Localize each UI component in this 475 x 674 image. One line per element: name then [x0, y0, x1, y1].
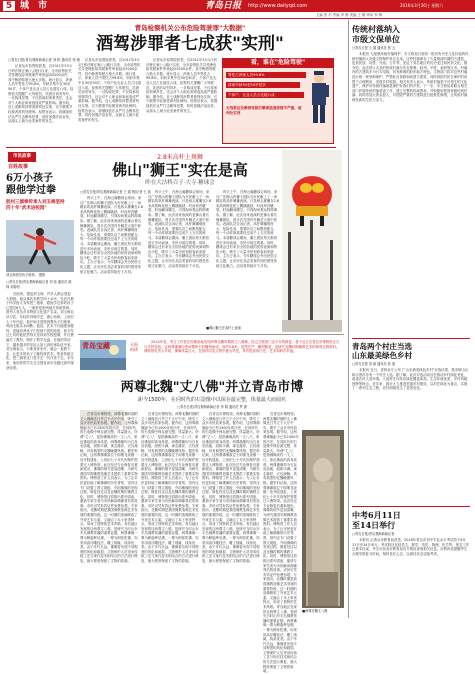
left-tag: 市民故事 — [8, 152, 36, 162]
divider — [352, 338, 470, 339]
lion-photo-caption: ■佛山狮王在高杆上表演 — [206, 326, 241, 330]
right-headline-2[interactable]: 青岛两个村庄当选 山东最美绿色乡村 — [352, 342, 412, 360]
police-figure-icon — [308, 70, 330, 126]
page-number: 5 — [3, 1, 15, 11]
right-body-1a: 本报讯 为加强传统村落保护，市文物局日前将一批具有历史文化价值的传统村落纳入市级文物保护单位名录。这些村落保存了大量明清时期的古建筑，包括民居、祠堂、寺庙、古井等，见证了青岛地区的历史变迁和民俗文化。据介绍，此次纳入名录的传统村落分布在即墨、胶州、平度、莱西等区市。村落内的古建筑多为石木结构，具有鲜明的胶东地方特色。文物部门将对这些村落进行统一规划和保护，严禁私自拆除和改建古建筑，同时鼓励村民在保护的前提下合理利用，发展乡村旅游。相关负责人表示，传统村落是不可再生的文化遗产，保护好传统村落就是保护好我们的乡愁。下一步，市文物局将联合相关部门开展传统村落普查工作，建立完整的档案资料，并积极申报国家级传统村落。同时将加大资金投入，对损毁严重的古建筑进行抢救性修缮，让传统村落焕发新的生机与活力。 — [352, 52, 469, 102]
bottom-body-col1: 在青岛市博物馆，两尊北魏时期的丈八佛像近日并立于大厅中央，吸引了众多市民前来参观。据介绍，这两尊佛像距今已有1500年的历史，在同时代的石造像中保存最完整、体量最大。所谓"丈八"，是指佛像高约一丈八尺，象征佛祖的真身高度。两尊佛像均为石灰岩质地，面相丰满，神态慈祥，衣纹流畅，具有典型的北魏晚期风格。据史料记载，这两尊佛像原位于即墨龙泉镇一处寺院遗址，上世纪七十年代因保护需要迁入博物馆。此次经过专业修复后重新展出，佛像的细节更加清晰，为研究我国早期佛教造像艺术提供了重要实物资料。博物馆工作人员表示，为了让市民更好地了解佛像的历史背景，馆内还专门设置了图文展板，介绍佛像的发现过程、修复经过以及北魏时期的佛教文化。同时，博物馆还将推出系列讲座，邀请专家学者为市民解读佛像背后的故事。市民可凭有效证件免费参观。专家指出，北魏时期是我国佛教造像艺术发展的重要阶段，这一时期的造像吸收了外来艺术元素，又融合了本土审美特点，形成了独特的艺术风格。青岛地区发现的这两尊丈八佛，是研究当时山东半岛佛教传播的重要证据。两尊佛像一尊为释迦牟尼佛，一尊为阿弥陀佛，均采用高浮雕技法，雕工细腻，线条优美。由于年代久远，佛像曾出现不同程度的风化和破损，文物保护人员采用传统工艺与现代技术相结合的方法进行修复，最大程度保留了文物的原貌。 — [80, 412, 138, 563]
left-body: 在胶州，提起刘玉海，许多人都会竖起大拇指。他从事武术教学四十余年，先后在数十所学校义务传授三旗拳，跟他学过拳的孩子已超过6万人。三旗拳是胶州地方传统拳种，被列入青岛市非物质文化遗产名录。刘玉海自幼习武，年轻时拜师学艺，潜心钻研。上世纪七十年代起，他开始走进校园教孩子们练拳，风雨无阻从未间断。他说，武术不仅能强身健体，更能培养孩子们坚韧不拔的品格。如今年过七旬的他依然每天坚持到学校授课，并自费编写了教材，制作了教学光盘。在他的带动下，越来越多的年轻人加入到传承队伍中来。刘玉海表示，只要身体允许，就会一直教下去，让更多的孩子了解传统武术，热爱传统文化，把三旗拳这门老手艺一代代传下去。多年来，他培养的学生在全国及省市各级比赛中屡获佳绩。 — [6, 292, 74, 370]
chart-item-2: 涉案年龄30至50岁居多 — [226, 82, 300, 88]
feature-headline[interactable]: 佛山"狮王"实在是高 — [112, 161, 248, 179]
feature-body-col1: 昨天上午，在海云庵糖球会现场，来自广东佛山的狮王团队为市民献上了一场精彩的高杆舞狮表演。只见两头雄狮在2.8米高的梅花桩上腾挪跳跃，时而昂首眺望，时而翻身腾空，引得现场观众阵阵喝彩。据了解，此次前来表演的是佛山著名舞狮团队，曾多次在国内外狮艺大赛中获奖。表演队员告诉记者，高杆舞狮难度大、危险性高，需要队员之间默契配合，每一个动作都需要经过成千上万次的练习。本届糖球会期间，狮王团队每天都将进行多场表演，市民可前往观看。同时，糖球会还有来自全国各地的民俗表演和特色小吃，吸引了大量市民和游客前来游玩。主办方表示，今年糖球会突出民俗文化主题，让市民在品尝美食的同时感受传统文化魅力。活动将持续至下月初。 — [80, 196, 144, 274]
feature-byline: □青岛日报/青岛观海新闻记者 王 娟 图/记者 王 滨 — [80, 190, 151, 194]
right-headline-3[interactable]: 中考6月11日 至14日举行 — [352, 510, 401, 530]
feature-body-col3: 昨天上午，在海云庵糖球会现场，来自广东佛山的狮王团队为市民献上了一场精彩的高杆舞狮表演。只见两头雄狮在2.8米高的梅花桩上腾挪跳跃，时而昂首眺望，时而翻身腾空，引得现场观众阵阵喝彩。据了解，此次前来表演的是佛山著名舞狮团队，曾多次在国内外狮艺大赛中获奖。表演队员告诉记者，高杆舞狮难度大、危险性高，需要队员之间默契配合，每一个动作都需要经过成千上万次的练习。本届糖球会期间，狮王团队每天都将进行多场表演，市民可前往观看。同时，糖球会还有来自全国各地的民俗表演和特色小吃，吸引了大量市民和游客前来游玩。主办方表示，今年糖球会突出民俗文化主题，让市民在品尝美食的同时感受传统文化魅力。活动将持续至下月初。 — [216, 190, 280, 268]
right-body-3: 本报讯 记者从市教育局获悉，2016年青岛市初中学业水平考试将于6月11日至14日举行。考试科目包括语文、数学、英语、物理、化学等。报名工作已基本结束，考生可登录市教育局官方网站查询相关信息。市教育局提醒考生合理安排复习时间，保持良好心态，以最佳状态迎接考试。 — [352, 538, 470, 556]
right-headline-1[interactable]: 传统村落纳入 市级文保单位 — [352, 24, 400, 44]
buddha-photo-caption: ■两尊北魏丈八佛 — [302, 609, 328, 613]
editor-line: 主编 张 杉 责编 李 静 美编 王 刚 审读 李 梅 — [316, 13, 383, 17]
buddha-statue-photo[interactable] — [302, 430, 344, 608]
feature-body-col2: 昨天上午，在海云庵糖球会现场，来自广东佛山的狮王团队为市民献上了一场精彩的高杆舞狮表演。只见两头雄狮在2.8米高的梅花桩上腾挪跳跃，时而昂首眺望，时而翻身腾空，引得现场观众阵阵喝彩。据了解，此次前来表演的是佛山著名舞狮团队，曾多次在国内外狮艺大赛中获奖。表演队员告诉记者，高杆舞狮难度大、危险性高，需要队员之间默契配合，每一个动作都需要经过成千上万次的练习。本届糖球会期间，狮王团队每天都将进行多场表演，市民可前往观看。同时，糖球会还有来自全国各地的民俗表演和特色小吃，吸引了大量市民和游客前来游玩。主办方表示，今年糖球会突出民俗文化主题，让市民在品尝美食的同时感受传统文化魅力。活动将持续至下月初。 — [148, 190, 212, 268]
lead-headline[interactable]: 酒驾涉罪者七成获"实刑" — [96, 34, 284, 54]
bottom-body-col4: 在青岛市博物馆，两尊北魏时期的丈八佛像近日并立于大厅中央，吸引了众多市民前来参观。据介绍，这两尊佛像距今已有1500年的历史，在同时代的石造像中保存最完整、体量最大。所谓"丈八"，是指佛像高约一丈八尺，象征佛祖的真身高度。两尊佛像均为石灰岩质地，面相丰满，神态慈祥，衣纹流畅，具有典型的北魏晚期风格。据史料记载，这两尊佛像原位于即墨龙泉镇一处寺院遗址，上世纪七十年代因保护需要迁入博物馆。此次经过专业修复后重新展出，佛像的细节更加清晰，为研究我国早期佛教造像艺术提供了重要实物资料。博物馆工作人员表示，为了让市民更好地了解佛像的历史背景，馆内还专门设置了图文展板，介绍佛像的发现过程、修复经过以及北魏时期的佛教文化。同时，博物馆还将推出系列讲座，邀请专家学者为市民解读佛像背后的故事。市民可凭有效证件免费参观。专家指出，北魏时期是我国佛教造像艺术发展的重要阶段，这一时期的造像吸收了外来艺术元素，又融合了本土审美特点，形成了独特的艺术风格。青岛地区发现的这两尊丈八佛，是研究当时山东半岛佛教传播的重要证据。两尊佛像一尊为释迦牟尼佛，一尊为阿弥陀佛，均采用高浮雕技法，雕工细腻，线条优美。由于年代久远，佛像曾出现不同程度的风化和破损，文物保护人员采用传统工艺与现代技术相结合的方法进行修复，最大程度保留了文物的原貌。 — [263, 412, 299, 674]
bottom-subtitle: 距今1500年，在同时代的石造像中以保存最完整，体量最大而闻名 — [138, 397, 286, 403]
treasure-sub: 天府的珍 — [130, 342, 138, 352]
right-byline-2: □青岛日报 刘 丽 通讯员 张 燕 — [352, 362, 396, 366]
lion-dance-photo[interactable] — [282, 150, 342, 332]
lead-kicker: 青岛检察机关公布危险驾驶罪"大数据" — [134, 24, 246, 32]
bottom-body-col3: 在青岛市博物馆，两尊北魏时期的丈八佛像近日并立于大厅中央，吸引了众多市民前来参观。据介绍，这两尊佛像距今已有1500年的历史，在同时代的石造像中保存最完整、体量最大。所谓"丈八"，是指佛像高约一丈八尺，象征佛祖的真身高度。两尊佛像均为石灰岩质地，面相丰满，神态慈祥，衣纹流畅，具有典型的北魏晚期风格。据史料记载，这两尊佛像原位于即墨龙泉镇一处寺院遗址，上世纪七十年代因保护需要迁入博物馆。此次经过专业修复后重新展出，佛像的细节更加清晰，为研究我国早期佛教造像艺术提供了重要实物资料。博物馆工作人员表示，为了让市民更好地了解佛像的历史背景，馆内还专门设置了图文展板，介绍佛像的发现过程、修复经过以及北魏时期的佛教文化。同时，博物馆还将推出系列讲座，邀请专家学者为市民解读佛像背后的故事。市民可凭有效证件免费参观。专家指出，北魏时期是我国佛教造像艺术发展的重要阶段，这一时期的造像吸收了外来艺术元素，又融合了本土审美特点，形成了独特的艺术风格。青岛地区发现的这两尊丈八佛，是研究当时山东半岛佛教传播的重要证据。两尊佛像一尊为释迦牟尼佛，一尊为阿弥陀佛，均采用高浮雕技法，雕工细腻，线条优美。由于年代久远，佛像曾出现不同程度的风化和破损，文物保护人员采用传统工艺与现代技术相结合的方法进行修复，最大程度保留了文物的原貌。 — [202, 412, 260, 563]
feature-kicker: 2.8米高杆上舞狮 — [157, 154, 203, 161]
treasure-label: 青岛宝藏 — [82, 342, 110, 350]
left-photo-caption: 刘玉海指导孩子练拳。 摄影 — [6, 273, 46, 277]
lead-body-col3: 记者从市检察院获悉，自2011年5月1日刑法修正案(八)施行以来，全市检察机关共受理危险驾驶案件审查起诉5200余件，其中醉酒驾驶占绝大多数。统计显示，涉案人员中男性占99.8%，年龄多集中在30至50岁，个体户及无业人员占比超过六成。检察机关提醒广大驾驶员，饮酒后切勿驾车，一旦构成犯罪，不仅将承担刑事责任，还会对个人职业和家庭造成严重影响。据介绍，近七成醉驾涉罪者被判处实刑，仅少数情节轻微者被判处缓刑。检察官表示，将继续依法从严打击醉驾犯罪，同时加强法治宣传，从源头上减少此类案件的发生。 — [146, 58, 218, 113]
section-name: 城 市 — [20, 1, 51, 11]
bottom-headline[interactable]: 两尊北魏"丈八佛"并立青岛市博 — [120, 380, 304, 395]
divider — [78, 334, 344, 335]
newspaper-logo: 青岛日报 — [205, 1, 242, 11]
divider — [6, 147, 336, 148]
divider — [352, 506, 470, 507]
left-tag-sub: 百姓故事 — [8, 164, 29, 170]
bottom-byline: □青岛日报/青岛观海新闻记者 李 娟 通讯员 罗 潇 — [177, 405, 247, 409]
right-body-2: 本报讯 近日，省林业厅公布了"山东最美绿色乡村"评选结果，我市崂山区和平度市各有一个村庄入选。据了解，此次评选活动旨在推动乡村绿化美化，改善农村人居环境。入选村庄均具有绿化覆盖率高、生态环境优美、乡村风貌独特等特点。近年来，我市大力推进美丽乡村建设，以村庄绿化为重点，实施了一系列生态工程，农村面貌发生了显著变化。 — [352, 368, 469, 391]
lead-byline: □青岛日报/青岛观海新闻记者 刘 栋 通讯员 张 艳 — [8, 58, 81, 62]
left-subtitle: 胶州三旗拳传承人刘玉海坚持四十年"武术进校园" — [6, 200, 65, 211]
right-byline-3: □青岛日报/青岛观海新闻记者 — [352, 532, 395, 536]
bottom-body-col2: 在青岛市博物馆，两尊北魏时期的丈八佛像近日并立于大厅中央，吸引了众多市民前来参观。据介绍，这两尊佛像距今已有1500年的历史，在同时代的石造像中保存最完整、体量最大。所谓"丈八"，是指佛像高约一丈八尺，象征佛祖的真身高度。两尊佛像均为石灰岩质地，面相丰满，神态慈祥，衣纹流畅，具有典型的北魏晚期风格。据史料记载，这两尊佛像原位于即墨龙泉镇一处寺院遗址，上世纪七十年代因保护需要迁入博物馆。此次经过专业修复后重新展出，佛像的细节更加清晰，为研究我国早期佛教造像艺术提供了重要实物资料。博物馆工作人员表示，为了让市民更好地了解佛像的历史背景，馆内还专门设置了图文展板，介绍佛像的发现过程、修复经过以及北魏时期的佛教文化。同时，博物馆还将推出系列讲座，邀请专家学者为市民解读佛像背后的故事。市民可凭有效证件免费参观。专家指出，北魏时期是我国佛教造像艺术发展的重要阶段，这一时期的造像吸收了外来艺术元素，又融合了本土审美特点，形成了独特的艺术风格。青岛地区发现的这两尊丈八佛，是研究当时山东半岛佛教传播的重要证据。两尊佛像一尊为释迦牟尼佛，一尊为阿弥陀佛，均采用高浮雕技法，雕工细腻，线条优美。由于年代久远，佛像曾出现不同程度的风化和破损，文物保护人员采用传统工艺与现代技术相结合的方法进行修复，最大程度保留了文物的原貌。 — [141, 412, 199, 563]
chart-item-4: 无驾驶证及醉酒驾驶后肇事逃逸等情节严重，被判处实刑 — [226, 106, 302, 115]
right-byline-1: □青岛日报 王 娟 通讯员 张 云 — [352, 46, 396, 50]
masthead-url[interactable]: http://www.dailyqd.com — [248, 3, 308, 9]
chart-item-3: 个体户、无业人员占比超六成 — [226, 92, 304, 98]
feature-subtitle: 昨在大沽桥百子·大寺·糖球会 — [145, 180, 215, 186]
chart-title: 看，谁在"危险驾驶" — [250, 59, 306, 66]
martial-arts-photo[interactable] — [6, 220, 74, 272]
lead-body-col2: 记者从市检察院获悉，自2011年5月1日刑法修正案(八)施行以来，全市检察机关共受理危险驾驶案件审查起诉5200余件，其中醉酒驾驶占绝大多数。统计显示，涉案人员中男性占99.8%，年龄多集中在30至50岁，个体户及无业人员占比超过六成。检察机关提醒广大驾驶员，饮酒后切勿驾车，一旦构成犯罪，不仅将承担刑事责任，还会对个人职业和家庭造成严重影响。据介绍，近七成醉驾涉罪者被判处实刑，仅少数情节轻微者被判处缓刑。检察官表示，将继续依法从严打击醉驾犯罪，同时加强法治宣传，从源头上减少此类案件的发生。 — [78, 58, 141, 122]
treasure-body: 2015年底，考古工作者在即墨某地发现两尊北魏时期的丈八佛像，经过文物部门近半年的修复，将于近日在青岛市博物馆正式与市民见面。这两尊佛像均采用整块石料雕刻而成，高约5.8米，造型庄严，雕刻精美，是研究北魏时期佛教艺术的珍贵实物资料。博物馆负责人介绍，佛像体量巨大，在国内同类文物中极为罕见，具有很高的历史、艺术和科学价值。 — [144, 340, 340, 354]
chart-item-1: 男性占涉案人员99.8% — [226, 72, 306, 78]
column-divider — [348, 20, 349, 618]
subheader — [0, 12, 475, 19]
left-headline[interactable]: 6万小孩子 跟他学过拳 — [6, 173, 56, 196]
left-byline: □青岛日报/青岛观海新闻记者 刘 伟 通讯员 陈 林 刘春阳 — [6, 280, 72, 289]
lead-body-col1: 记者从市检察院获悉，自2011年5月1日刑法修正案(八)施行以来，全市检察机关共受理危险驾驶案件审查起诉5200余件，其中醉酒驾驶占绝大多数。统计显示，涉案人员中男性占99.8%，年龄多集中在30至50岁，个体户及无业人员占比超过六成。检察机关提醒广大驾驶员，饮酒后切勿驾车，一旦构成犯罪，不仅将承担刑事责任，还会对个人职业和家庭造成严重影响。据介绍，近七成醉驾涉罪者被判处实刑，仅少数情节轻微者被判处缓刑。检察官表示，将继续依法从严打击醉驾犯罪，同时加强法治宣传，从源头上减少此类案件的发生。 — [8, 64, 74, 124]
masthead-date: 2016年3月26日 星期六 — [400, 3, 444, 8]
